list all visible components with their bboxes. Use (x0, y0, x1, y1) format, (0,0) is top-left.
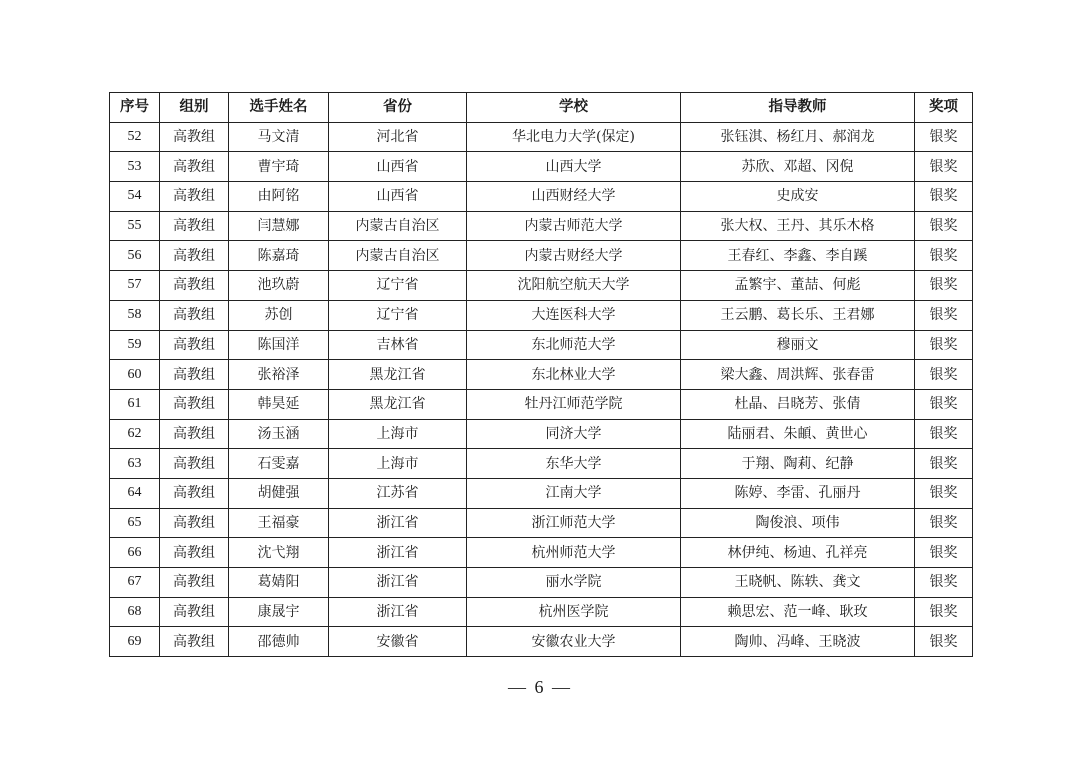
cell-advisors: 史成安 (681, 182, 915, 212)
cell-index: 68 (110, 597, 160, 627)
table-body (110, 122, 973, 656)
cell-province: 辽宁省 (329, 271, 467, 301)
cell-province: 江苏省 (329, 478, 467, 508)
cell-award: 银奖 (915, 389, 973, 419)
cell-contestant-name: 康晟宇 (229, 597, 329, 627)
cell-school: 沈阳航空航天大学 (467, 271, 681, 301)
table-row (110, 568, 973, 598)
cell-award: 银奖 (915, 300, 973, 330)
cell-award: 银奖 (915, 271, 973, 301)
cell-province: 内蒙古自治区 (329, 241, 467, 271)
cell-group: 高教组 (160, 389, 229, 419)
cell-index: 63 (110, 449, 160, 479)
cell-group: 高教组 (160, 300, 229, 330)
cell-province: 山西省 (329, 182, 467, 212)
page-number: — 6 — (508, 677, 572, 697)
cell-advisors: 陆丽君、朱頔、黄世心 (681, 419, 915, 449)
cell-province: 浙江省 (329, 508, 467, 538)
cell-award: 银奖 (915, 597, 973, 627)
cell-province: 浙江省 (329, 597, 467, 627)
col-header-advisors: 指导教师 (681, 93, 915, 123)
cell-contestant-name: 胡健强 (229, 478, 329, 508)
col-header-index: 序号 (110, 93, 160, 123)
cell-advisors: 孟繁宇、董喆、何彪 (681, 271, 915, 301)
cell-school: 江南大学 (467, 478, 681, 508)
table-row (110, 330, 973, 360)
cell-group: 高教组 (160, 478, 229, 508)
cell-award: 银奖 (915, 211, 973, 241)
table-row (110, 211, 973, 241)
cell-index: 65 (110, 508, 160, 538)
cell-school: 大连医科大学 (467, 300, 681, 330)
cell-province: 浙江省 (329, 538, 467, 568)
cell-school: 安徽农业大学 (467, 627, 681, 657)
cell-school: 同济大学 (467, 419, 681, 449)
cell-advisors: 王晓帆、陈轶、龚文 (681, 568, 915, 598)
cell-group: 高教组 (160, 152, 229, 182)
table-row (110, 508, 973, 538)
cell-award: 银奖 (915, 568, 973, 598)
table-row (110, 271, 973, 301)
table-row (110, 241, 973, 271)
cell-group: 高教组 (160, 419, 229, 449)
cell-group: 高教组 (160, 122, 229, 152)
cell-province: 吉林省 (329, 330, 467, 360)
cell-province: 内蒙古自治区 (329, 211, 467, 241)
cell-advisors: 王春红、李鑫、李自蹊 (681, 241, 915, 271)
cell-contestant-name: 由阿铭 (229, 182, 329, 212)
cell-advisors: 林伊纯、杨迪、孔祥亮 (681, 538, 915, 568)
cell-index: 61 (110, 389, 160, 419)
cell-contestant-name: 邵德帅 (229, 627, 329, 657)
cell-school: 浙江师范大学 (467, 508, 681, 538)
cell-award: 银奖 (915, 449, 973, 479)
table-row (110, 300, 973, 330)
cell-school: 东北师范大学 (467, 330, 681, 360)
cell-advisors: 张钰淇、杨红月、郝润龙 (681, 122, 915, 152)
cell-contestant-name: 陈国洋 (229, 330, 329, 360)
cell-contestant-name: 闫慧娜 (229, 211, 329, 241)
cell-contestant-name: 马文清 (229, 122, 329, 152)
col-header-name: 选手姓名 (229, 93, 329, 123)
cell-province: 山西省 (329, 152, 467, 182)
cell-advisors: 穆丽文 (681, 330, 915, 360)
cell-group: 高教组 (160, 271, 229, 301)
table-row (110, 419, 973, 449)
table-row (110, 389, 973, 419)
cell-school: 牡丹江师范学院 (467, 389, 681, 419)
cell-province: 浙江省 (329, 568, 467, 598)
cell-group: 高教组 (160, 568, 229, 598)
header-row (110, 93, 973, 123)
cell-award: 银奖 (915, 538, 973, 568)
cell-contestant-name: 苏创 (229, 300, 329, 330)
cell-school: 杭州师范大学 (467, 538, 681, 568)
cell-school: 山西财经大学 (467, 182, 681, 212)
cell-province: 上海市 (329, 419, 467, 449)
col-header-province: 省份 (329, 93, 467, 123)
cell-school: 内蒙古财经大学 (467, 241, 681, 271)
cell-index: 55 (110, 211, 160, 241)
table-row (110, 627, 973, 657)
cell-advisors: 赖思宏、范一峰、耿玫 (681, 597, 915, 627)
cell-group: 高教组 (160, 182, 229, 212)
cell-award: 银奖 (915, 152, 973, 182)
cell-contestant-name: 汤玉涵 (229, 419, 329, 449)
cell-contestant-name: 石雯嘉 (229, 449, 329, 479)
cell-advisors: 于翔、陶莉、纪静 (681, 449, 915, 479)
cell-index: 56 (110, 241, 160, 271)
cell-contestant-name: 沈弋翔 (229, 538, 329, 568)
cell-school: 丽水学院 (467, 568, 681, 598)
table-row (110, 449, 973, 479)
cell-school: 华北电力大学(保定) (467, 122, 681, 152)
table-row (110, 360, 973, 390)
cell-award: 银奖 (915, 241, 973, 271)
table-row (110, 538, 973, 568)
cell-advisors: 苏欣、邓超、冈倪 (681, 152, 915, 182)
cell-index: 53 (110, 152, 160, 182)
cell-province: 上海市 (329, 449, 467, 479)
cell-award: 银奖 (915, 419, 973, 449)
cell-advisors: 杜晶、吕晓芳、张倩 (681, 389, 915, 419)
cell-group: 高教组 (160, 597, 229, 627)
table-row (110, 122, 973, 152)
cell-award: 银奖 (915, 478, 973, 508)
cell-award: 银奖 (915, 330, 973, 360)
cell-index: 64 (110, 478, 160, 508)
cell-province: 辽宁省 (329, 300, 467, 330)
cell-index: 59 (110, 330, 160, 360)
table-row (110, 597, 973, 627)
table-header (110, 93, 973, 123)
cell-award: 银奖 (915, 122, 973, 152)
cell-award: 银奖 (915, 508, 973, 538)
cell-group: 高教组 (160, 330, 229, 360)
table-row (110, 478, 973, 508)
cell-school: 杭州医学院 (467, 597, 681, 627)
cell-contestant-name: 陈嘉琦 (229, 241, 329, 271)
cell-province: 安徽省 (329, 627, 467, 657)
cell-school: 东华大学 (467, 449, 681, 479)
cell-contestant-name: 张裕泽 (229, 360, 329, 390)
col-header-award: 奖项 (915, 93, 973, 123)
cell-contestant-name: 曹宇琦 (229, 152, 329, 182)
cell-province: 黑龙江省 (329, 360, 467, 390)
cell-index: 60 (110, 360, 160, 390)
cell-school: 东北林业大学 (467, 360, 681, 390)
cell-index: 52 (110, 122, 160, 152)
cell-group: 高教组 (160, 241, 229, 271)
cell-award: 银奖 (915, 182, 973, 212)
cell-group: 高教组 (160, 449, 229, 479)
cell-province: 黑龙江省 (329, 389, 467, 419)
cell-award: 银奖 (915, 627, 973, 657)
cell-contestant-name: 韩昊延 (229, 389, 329, 419)
cell-index: 66 (110, 538, 160, 568)
cell-index: 67 (110, 568, 160, 598)
award-table (109, 92, 973, 657)
cell-school: 内蒙古师范大学 (467, 211, 681, 241)
col-header-school: 学校 (467, 93, 681, 123)
cell-contestant-name: 葛婧阳 (229, 568, 329, 598)
cell-group: 高教组 (160, 538, 229, 568)
cell-group: 高教组 (160, 211, 229, 241)
cell-advisors: 陶帅、冯峰、王晓波 (681, 627, 915, 657)
cell-index: 57 (110, 271, 160, 301)
cell-province: 河北省 (329, 122, 467, 152)
cell-advisors: 陈婷、李雷、孔丽丹 (681, 478, 915, 508)
cell-index: 54 (110, 182, 160, 212)
cell-group: 高教组 (160, 627, 229, 657)
cell-index: 58 (110, 300, 160, 330)
table-row (110, 182, 973, 212)
cell-group: 高教组 (160, 508, 229, 538)
col-header-group: 组别 (160, 93, 229, 123)
cell-school: 山西大学 (467, 152, 681, 182)
cell-advisors: 王云鹏、葛长乐、王君娜 (681, 300, 915, 330)
cell-group: 高教组 (160, 360, 229, 390)
cell-advisors: 陶俊浪、项伟 (681, 508, 915, 538)
cell-index: 62 (110, 419, 160, 449)
cell-award: 银奖 (915, 360, 973, 390)
cell-contestant-name: 王福豪 (229, 508, 329, 538)
table-row (110, 152, 973, 182)
cell-advisors: 梁大鑫、周洪辉、张春雷 (681, 360, 915, 390)
cell-index: 69 (110, 627, 160, 657)
cell-advisors: 张大权、王丹、其乐木格 (681, 211, 915, 241)
cell-contestant-name: 池玖蔚 (229, 271, 329, 301)
